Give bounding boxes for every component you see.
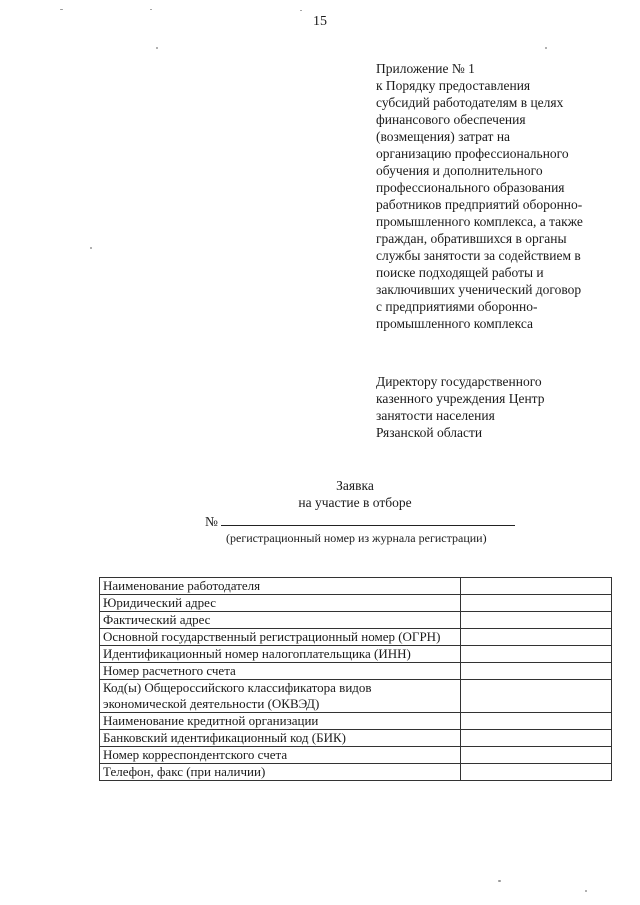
row-value-cell[interactable] bbox=[460, 764, 611, 781]
scan-speck bbox=[300, 10, 302, 11]
table-row bbox=[100, 612, 612, 629]
appendix-line: профессионального образования bbox=[376, 180, 565, 195]
scan-speck bbox=[585, 890, 587, 892]
appendix-line: промышленного комплекса, а также bbox=[376, 214, 583, 229]
row-label: Номер корреспондентского счета bbox=[100, 747, 461, 764]
table-row bbox=[100, 578, 612, 595]
table-row bbox=[100, 663, 612, 680]
row-value-cell[interactable] bbox=[460, 595, 611, 612]
row-label: Фактический адрес bbox=[100, 612, 461, 629]
registration-number-line bbox=[205, 513, 515, 530]
appendix-line: с предприятиями оборонно- bbox=[376, 299, 538, 314]
table-row bbox=[100, 747, 612, 764]
row-label: Наименование кредитной организации bbox=[100, 713, 461, 730]
scan-speck bbox=[150, 9, 152, 10]
application-title bbox=[0, 477, 640, 511]
appendix-line: обучения и дополнительного bbox=[376, 163, 543, 178]
table-row bbox=[100, 680, 612, 713]
registration-number-field[interactable] bbox=[221, 525, 515, 526]
addressee-line: занятости населения bbox=[376, 408, 495, 423]
registration-number-hint: (регистрационный номер из журнала регистрации) bbox=[226, 531, 487, 545]
table-row bbox=[100, 764, 612, 781]
scan-speck bbox=[90, 247, 92, 249]
addressee-line: Директору государственного bbox=[376, 374, 542, 389]
row-value-cell[interactable] bbox=[460, 663, 611, 680]
appendix-heading bbox=[376, 60, 626, 332]
table-row bbox=[100, 595, 612, 612]
addressee-line: казенного учреждения Центр bbox=[376, 391, 545, 406]
appendix-line: к Порядку предоставления bbox=[376, 78, 531, 93]
page-number: 15 bbox=[313, 14, 327, 29]
row-value-cell[interactable] bbox=[460, 646, 611, 663]
scan-speck bbox=[498, 880, 501, 882]
table-row bbox=[100, 713, 612, 730]
appendix-line: поиске подходящей работы и bbox=[376, 265, 544, 280]
row-label: Юридический адрес bbox=[100, 595, 461, 612]
appendix-line: заключивших ученический договор bbox=[376, 282, 582, 297]
employer-details-table bbox=[99, 577, 612, 781]
appendix-line: промышленного комплекса bbox=[376, 316, 533, 331]
application-title-text: Заявка bbox=[336, 478, 374, 493]
appendix-line: граждан, обратившихся в органы bbox=[376, 231, 567, 246]
table-row bbox=[100, 629, 612, 646]
row-value-cell[interactable] bbox=[460, 578, 611, 595]
scan-speck bbox=[545, 47, 547, 49]
row-label: Номер расчетного счета bbox=[100, 663, 461, 680]
row-label: Банковский идентификационный код (БИК) bbox=[100, 730, 461, 747]
row-value-cell[interactable] bbox=[460, 747, 611, 764]
row-value-cell[interactable] bbox=[460, 612, 611, 629]
appendix-line: (возмещения) затрат на bbox=[376, 129, 511, 144]
row-label: Наименование работодателя bbox=[100, 578, 461, 595]
appendix-line: финансового обеспечения bbox=[376, 112, 526, 127]
row-value-cell[interactable] bbox=[460, 730, 611, 747]
row-label: Основной государственный регистрационный номер (ОГРН) bbox=[100, 629, 461, 646]
row-label: Идентификационный номер налогоплательщика (ИНН) bbox=[100, 646, 461, 663]
scan-speck bbox=[60, 9, 63, 10]
appendix-line: организацию профессионального bbox=[376, 146, 569, 161]
row-value-cell[interactable] bbox=[460, 629, 611, 646]
row-value-cell[interactable] bbox=[460, 713, 611, 730]
application-subtitle-text: на участие в отборе bbox=[298, 495, 412, 510]
addressee-line: Рязанской области bbox=[376, 425, 483, 440]
addressee-block bbox=[376, 373, 626, 441]
table-row bbox=[100, 730, 612, 747]
row-label: Код(ы) Общероссийского классификатора видов экономической деятельности (ОКВЭД) bbox=[100, 680, 461, 713]
row-label: Телефон, факс (при наличии) bbox=[100, 764, 461, 781]
appendix-line: субсидий работодателям в целях bbox=[376, 95, 564, 110]
appendix-line: службы занятости за содействием в bbox=[376, 248, 581, 263]
appendix-line: работников предприятий оборонно- bbox=[376, 197, 583, 212]
table-row bbox=[100, 646, 612, 663]
row-value-cell[interactable] bbox=[460, 680, 611, 713]
scan-speck bbox=[156, 47, 158, 49]
number-sign: № bbox=[205, 514, 218, 529]
appendix-line: Приложение № 1 bbox=[376, 61, 475, 76]
